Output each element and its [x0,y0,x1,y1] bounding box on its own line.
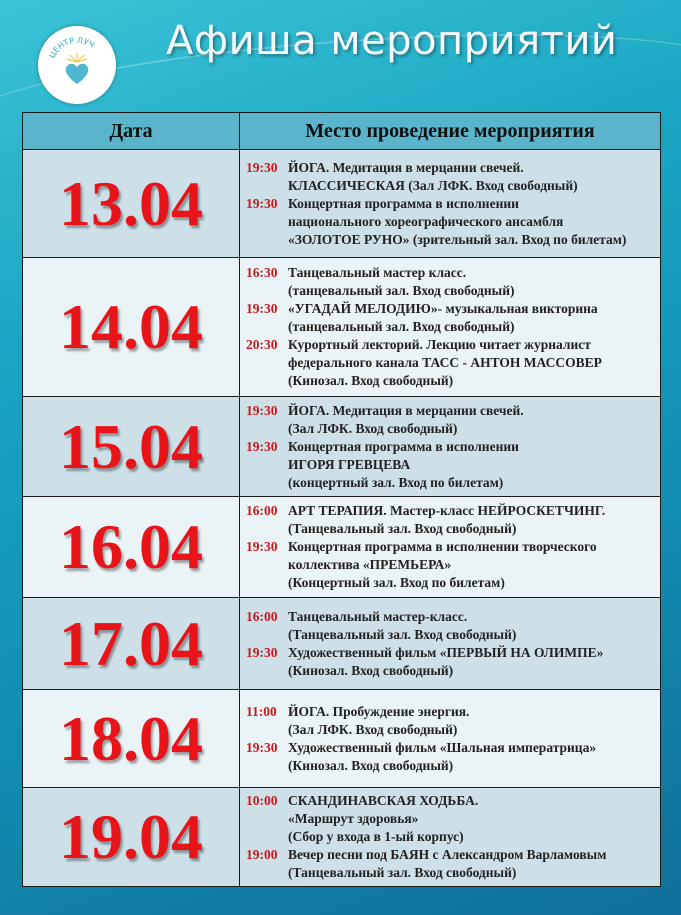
event-item [246,264,654,300]
event-item [246,300,654,336]
event-item [246,703,654,739]
event-description-line: (Концертный зал. Вход по билетам) [288,575,505,590]
event-date: 13.04 [23,150,240,258]
event-description-line: (Кинозал. Вход свободный) [288,757,454,773]
event-description-line: федерального канала ТАСС - АНТОН МАССОВЕР [288,355,602,370]
event-description-line: (концертный зал. Вход по билетам) [288,474,504,490]
event-date: 15.04 [23,397,240,497]
event-time: 20:30 [246,337,278,352]
event-list [240,788,661,887]
event-time: 16:00 [246,503,278,518]
event-time: 19:30 [246,301,278,316]
event-description-line: ЙОГА. Медитация в мерцании свечей. [288,402,524,418]
event-item [246,336,654,390]
event-list [240,690,661,788]
event-description-line: (Зал ЛФК. Вход свободный) [288,721,458,737]
event-time: 16:30 [246,265,278,280]
table-row [23,690,661,788]
event-description-line: (Зал ЛФК. Вход свободный) [288,420,458,436]
event-description-line: «ЗОЛОТОЕ РУНО» (зрительный зал. Вход по билетам) [288,231,627,247]
event-description-line: «УГАДАЙ МЕЛОДИЮ»- музыкальная викторина [288,301,598,316]
event-time: 19:00 [246,847,278,862]
event-item [246,739,654,775]
event-time: 19:30 [246,402,278,418]
event-description-line: КЛАССИЧЕСКАЯ (Зал ЛФК. Вход свободный) [288,177,578,193]
event-list [240,258,661,397]
event-description-line: национального хореографического ансамбля [288,213,564,229]
event-description-line: (танцевальный зал. Вход свободный) [288,283,515,298]
event-time: 19:30 [246,539,278,554]
event-description-line: «Маршрут здоровья» [288,811,419,826]
event-item [246,792,654,846]
event-description-line: Курортный лекторий. Лекцию читает журналист [288,337,591,352]
column-header-date: Дата [23,113,240,150]
table-row [23,258,661,397]
svg-text:ЦЕНТР ЛУЧ: ЦЕНТР ЛУЧ [47,35,96,60]
event-description-line: Вечер песни под БАЯН с Александром Варламовым [288,847,607,862]
event-time: 19:30 [246,739,278,755]
event-list [240,598,661,690]
event-time: 11:00 [246,703,277,719]
event-description-line: Художественный фильм «ПЕРВЫЙ НА ОЛИМПЕ» [288,644,604,660]
event-date: 14.04 [23,258,240,397]
table-row [23,598,661,690]
event-time: 19:30 [246,159,278,175]
event-time: 16:00 [246,608,278,624]
event-time: 19:30 [246,644,278,660]
event-list [240,497,661,598]
event-description-line: ЙОГА. Медитация в мерцании свечей. [288,159,524,175]
event-description-line: Танцевальный мастер класс. [288,265,467,280]
event-description-line: Концертная программа в исполнении творческого [288,539,597,554]
event-description-line: (Танцевальный зал. Вход свободный) [288,521,517,536]
event-description-line: Художественный фильм «Шальная императрица» [288,739,597,755]
event-description-line: СКАНДИНАВСКАЯ ХОДЬБА. [288,793,479,808]
event-description-line: (Танцевальный зал. Вход свободный) [288,865,517,880]
event-description-line: (танцевальный зал. Вход свободный) [288,319,515,334]
event-description-line: (Танцевальный зал. Вход свободный) [288,626,517,642]
event-item [246,644,654,680]
event-item [246,159,654,195]
event-description-line: Танцевальный мастер-класс. [288,608,468,624]
event-description-line: (Сбор у входа в 1-ый корпус) [288,829,464,844]
table-row [23,150,661,258]
event-item [246,502,654,538]
page-title: Афиша мероприятий [166,18,618,64]
event-description-line: коллектива «ПРЕМЬЕРА» [288,557,452,572]
event-date: 17.04 [23,598,240,690]
event-time: 19:30 [246,438,278,454]
event-description-line: Концертная программа в исполнении [288,195,519,211]
event-description-line: (Кинозал. Вход свободный) [288,373,454,388]
event-item [246,195,654,249]
event-date: 16.04 [23,497,240,598]
event-description-line: ИГОРЯ ГРЕВЦЕВА [288,456,411,472]
event-date: 19.04 [23,788,240,887]
center-luch-logo [38,26,116,104]
event-item [246,438,654,492]
event-date: 18.04 [23,690,240,788]
event-description-line: ЙОГА. Пробуждение энергия. [288,703,470,719]
event-list [240,150,661,258]
event-item [246,608,654,644]
event-time: 10:00 [246,793,278,808]
event-item [246,846,654,882]
table-row [23,397,661,497]
table-row [23,497,661,598]
event-description-line: АРТ ТЕРАПИЯ. Мастер-класс НЕЙРОСКЕТЧИНГ. [288,503,606,518]
event-item [246,402,654,438]
table-row [23,788,661,887]
event-list [240,397,661,497]
event-time: 19:30 [246,195,278,211]
event-description-line: Концертная программа в исполнении [288,438,519,454]
events-table [22,112,661,887]
column-header-events: Место проведение мероприятия [240,113,661,150]
event-item [246,538,654,592]
event-description-line: (Кинозал. Вход свободный) [288,662,454,678]
